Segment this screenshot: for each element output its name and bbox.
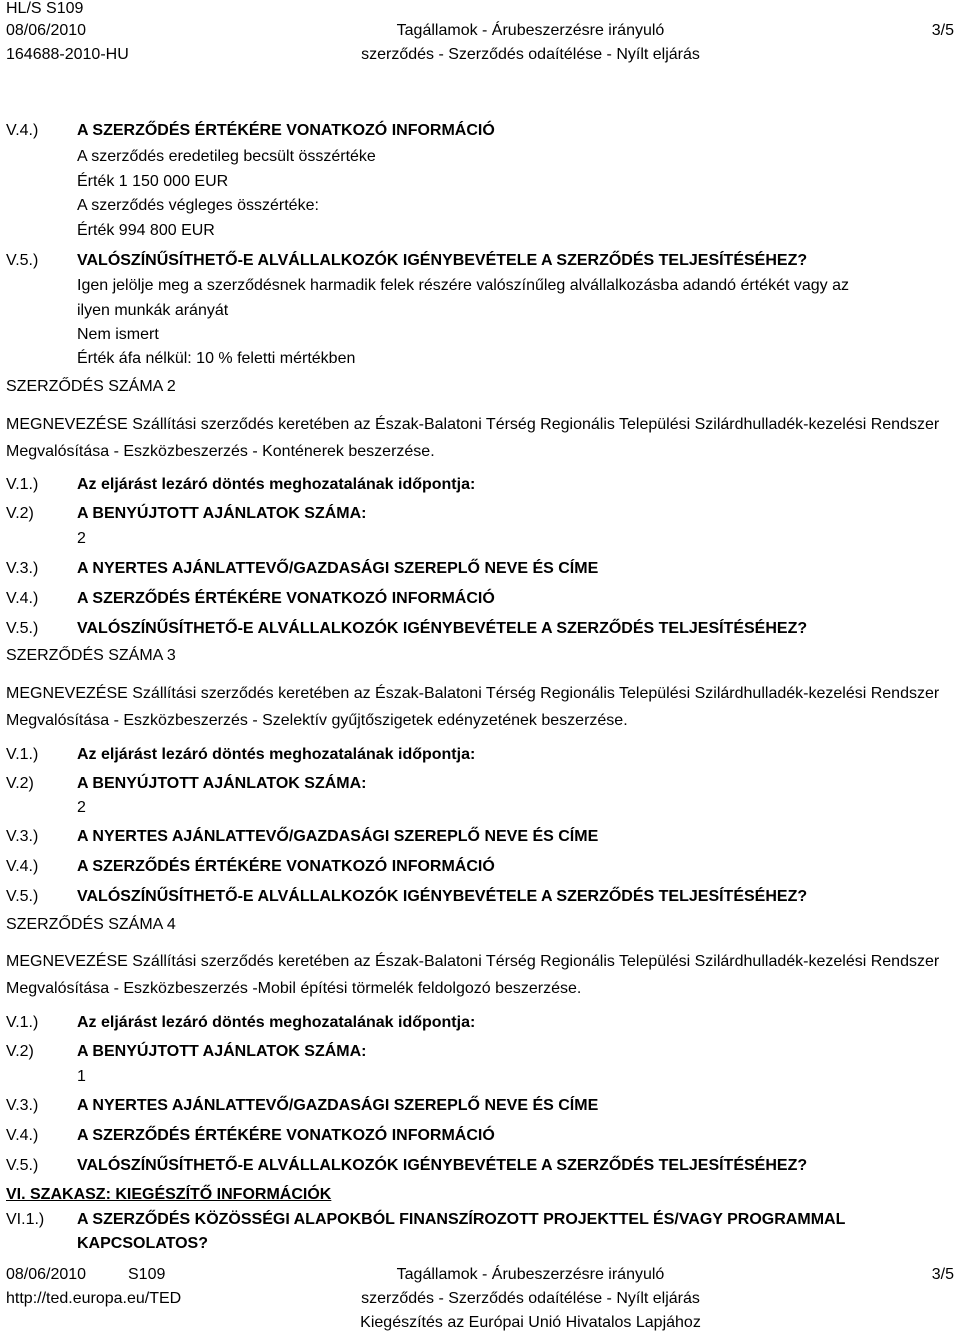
v2-label: V.2) bbox=[6, 1043, 34, 1060]
vi1-heading-2: KAPCSOLATOS? bbox=[77, 1235, 208, 1252]
v5-label: V.5.) bbox=[6, 888, 39, 905]
v5-label: V.5.) bbox=[6, 252, 39, 269]
v5-heading: VALÓSZÍNŰSÍTHETŐ-E ALVÁLLALKOZÓK IGÉNYBEVÉTELE A SZERZŐDÉS TELJESÍTÉSÉHEZ? bbox=[77, 620, 808, 637]
v1-label: V.1.) bbox=[6, 746, 39, 763]
footer-title-2: szerződés - Szerződés odaítélése - Nyílt eljárás bbox=[361, 1290, 700, 1307]
v2-heading: A BENYÚJTOTT AJÁNLATOK SZÁMA: bbox=[77, 775, 367, 792]
vi1-label: VI.1.) bbox=[6, 1211, 45, 1228]
estimated-value: Érték 1 150 000 EUR bbox=[77, 173, 229, 190]
v1-heading: Az eljárást lezáró döntés meghozatalának időpontja: bbox=[77, 746, 476, 763]
v5-heading: VALÓSZÍNŰSÍTHETŐ-E ALVÁLLALKOZÓK IGÉNYBEVÉTELE A SZERZŐDÉS TELJESÍTÉSÉHEZ? bbox=[77, 888, 808, 905]
v4-heading: A SZERZŐDÉS ÉRTÉKÉRE VONATKOZÓ INFORMÁCIÓ bbox=[77, 122, 495, 139]
final-value: Érték 994 800 EUR bbox=[77, 222, 215, 239]
vi1-heading-1: A SZERZŐDÉS KÖZÖSSÉGI ALAPOKBÓL FINANSZÍROZOTT PROJEKTTEL ÉS/VAGY PROGRAMMAL bbox=[77, 1211, 846, 1228]
offers-count: 2 bbox=[77, 530, 86, 547]
v3-heading: A NYERTES AJÁNLATTEVŐ/GAZDASÁGI SZEREPLŐ NEVE ÉS CÍME bbox=[77, 828, 599, 845]
v4-label: V.4.) bbox=[6, 858, 39, 875]
v4-label: V.4.) bbox=[6, 1127, 39, 1144]
header-ref: 164688-2010-HU bbox=[6, 46, 129, 63]
subcontract-description-2: ilyen munkák arányát bbox=[77, 302, 229, 319]
v1-heading: Az eljárást lezáró döntés meghozatalának időpontja: bbox=[77, 1014, 476, 1031]
v3-label: V.3.) bbox=[6, 828, 39, 845]
footer-date: 08/06/2010 bbox=[6, 1266, 87, 1283]
footer-title-3: Kiegészítés az Európai Unió Hivatalos Lapjához bbox=[360, 1314, 701, 1331]
offers-count: 2 bbox=[77, 799, 86, 816]
v4-heading: A SZERZŐDÉS ÉRTÉKÉRE VONATKOZÓ INFORMÁCIÓ bbox=[77, 590, 495, 607]
contract-2-title: SZERZŐDÉS SZÁMA 2 bbox=[6, 378, 176, 395]
v5-heading: VALÓSZÍNŰSÍTHETŐ-E ALVÁLLALKOZÓK IGÉNYBEVÉTELE A SZERZŐDÉS TELJESÍTÉSÉHEZ? bbox=[77, 1157, 808, 1174]
v4-heading: A SZERZŐDÉS ÉRTÉKÉRE VONATKOZÓ INFORMÁCIÓ bbox=[77, 858, 495, 875]
contract-4-title: SZERZŐDÉS SZÁMA 4 bbox=[6, 916, 176, 933]
v2-heading: A BENYÚJTOTT AJÁNLATOK SZÁMA: bbox=[77, 1043, 367, 1060]
contract-2-name: MEGNEVEZÉSE Szállítási szerződés keretében az Észak-Balatoni Térség Regionális Települési Szilárdhulladék-kezelési Rendszer Megvalósítása - Eszközbeszerzés - Konténerek beszerzése. bbox=[6, 416, 940, 460]
subcontract-description-1: Igen jelölje meg a szerződésnek harmadik felek részére valószínűleg alvállalkozásba adandó értékét vagy az bbox=[77, 277, 849, 294]
v1-heading: Az eljárást lezáró döntés meghozatalának időpontja: bbox=[77, 476, 476, 493]
offers-count: 1 bbox=[77, 1068, 86, 1085]
v5-label: V.5.) bbox=[6, 620, 39, 637]
v4-heading: A SZERZŐDÉS ÉRTÉKÉRE VONATKOZÓ INFORMÁCIÓ bbox=[77, 1127, 495, 1144]
subcontract-unknown: Nem ismert bbox=[77, 326, 159, 343]
header-title-2: szerződés - Szerződés odaítélése - Nyílt eljárás bbox=[361, 46, 700, 63]
header-title-1: Tagállamok - Árubeszerzésre irányuló bbox=[396, 22, 665, 39]
footer-title-1: Tagállamok - Árubeszerzésre irányuló bbox=[396, 1266, 665, 1283]
v3-heading: A NYERTES AJÁNLATTEVŐ/GAZDASÁGI SZEREPLŐ NEVE ÉS CÍME bbox=[77, 560, 599, 577]
footer-page: 3/5 bbox=[931, 1266, 954, 1283]
v4-label: V.4.) bbox=[6, 590, 39, 607]
v3-label: V.3.) bbox=[6, 1097, 39, 1114]
v1-label: V.1.) bbox=[6, 476, 39, 493]
subcontract-value: Érték áfa nélkül: 10 % feletti mértékben bbox=[77, 350, 356, 367]
contract-3-name: MEGNEVEZÉSE Szállítási szerződés keretében az Észak-Balatoni Térség Regionális Települési Szilárdhulladék-kezelési Rendszer Megvalósítása - Eszközbeszerzés - Szelektív gyűjtőszigetek edényzetének beszerzése. bbox=[6, 685, 940, 729]
v3-label: V.3.) bbox=[6, 560, 39, 577]
doc-id: HL/S S109 bbox=[6, 0, 84, 17]
v5-heading: VALÓSZÍNŰSÍTHETŐ-E ALVÁLLALKOZÓK IGÉNYBEVÉTELE A SZERZŐDÉS TELJESÍTÉSÉHEZ? bbox=[77, 252, 808, 269]
v4-label: V.4.) bbox=[6, 122, 39, 139]
contract-4-name: MEGNEVEZÉSE Szállítási szerződés keretében az Észak-Balatoni Térség Regionális Települési Szilárdhulladék-kezelési Rendszer Megvalósítása - Eszközbeszerzés -Mobil építési törmelék feldolgozó beszerzése. bbox=[6, 953, 940, 997]
footer-series: S109 bbox=[128, 1266, 166, 1283]
contract-3-title: SZERZŐDÉS SZÁMA 3 bbox=[6, 647, 176, 664]
v2-label: V.2) bbox=[6, 775, 34, 792]
v2-heading: A BENYÚJTOTT AJÁNLATOK SZÁMA: bbox=[77, 505, 367, 522]
final-value-label: A szerződés végleges összértéke: bbox=[77, 197, 319, 214]
footer-url[interactable]: http://ted.europa.eu/TED bbox=[6, 1290, 182, 1307]
v3-heading: A NYERTES AJÁNLATTEVŐ/GAZDASÁGI SZEREPLŐ NEVE ÉS CÍME bbox=[77, 1097, 599, 1114]
header-page: 3/5 bbox=[931, 22, 954, 39]
v2-label: V.2) bbox=[6, 505, 34, 522]
estimated-value-label: A szerződés eredetileg becsült összértéke bbox=[77, 148, 376, 165]
header-date: 08/06/2010 bbox=[6, 22, 87, 39]
section-vi-title: VI. SZAKASZ: KIEGÉSZÍTŐ INFORMÁCIÓK bbox=[6, 1186, 332, 1203]
v5-label: V.5.) bbox=[6, 1157, 39, 1174]
v1-label: V.1.) bbox=[6, 1014, 39, 1031]
